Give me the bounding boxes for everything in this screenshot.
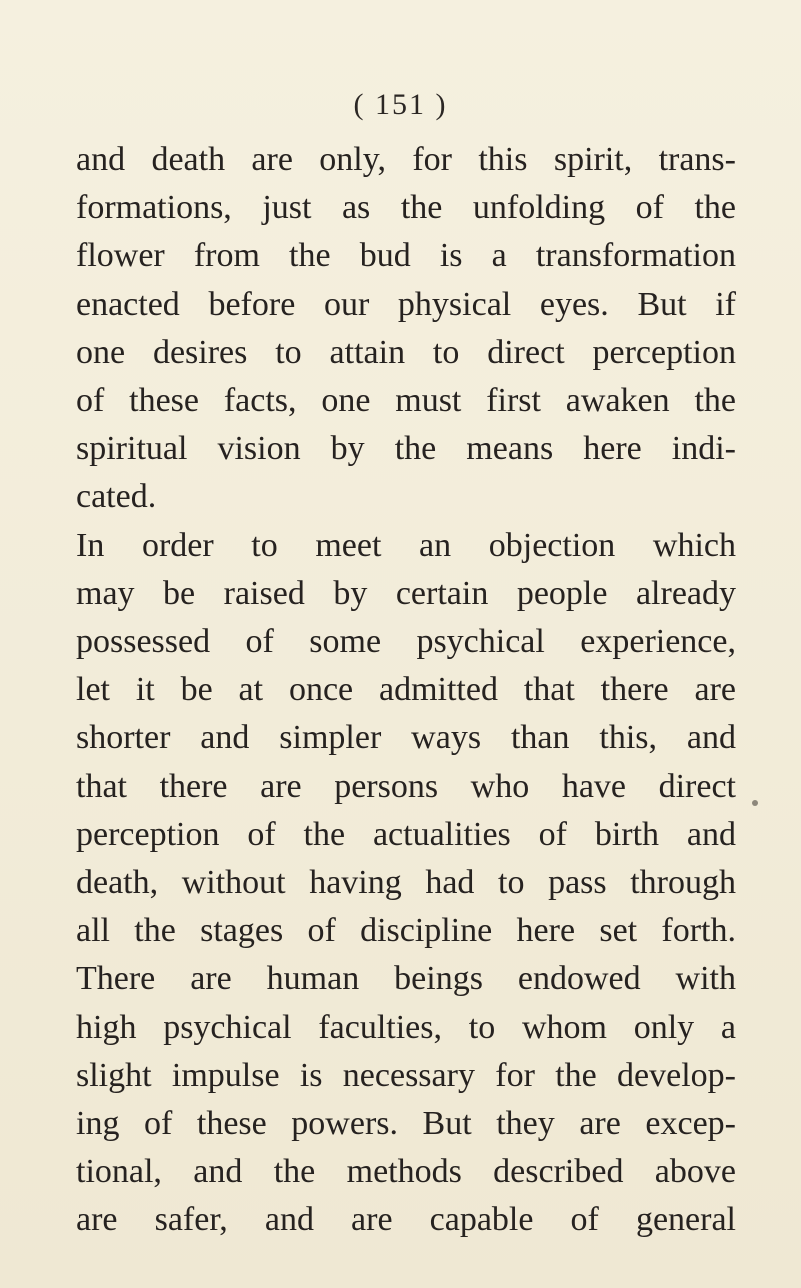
text-line: are safer, and are capable of general xyxy=(76,1201,736,1239)
text-line: ing of these powers. But they are excep- xyxy=(76,1105,736,1143)
text-line: tional, and the methods described above xyxy=(76,1153,736,1191)
text-line: perception of the actualities of birth and xyxy=(76,815,736,853)
text-line: shorter and simpler ways than this, and xyxy=(76,719,736,757)
text-line: possessed of some psychical experience, xyxy=(76,623,736,661)
text-line: spiritual vision by the means here indi- xyxy=(76,430,736,468)
text-line: one desires to attain to direct perception xyxy=(76,333,736,371)
text-line: that there are persons who have direct xyxy=(76,767,736,805)
text-line: death, without having had to pass through xyxy=(76,864,736,902)
page-number: ( 151 ) xyxy=(353,88,448,121)
text-line: formations, just as the unfolding of the xyxy=(76,189,736,227)
text-line: may be raised by certain people already xyxy=(76,574,736,612)
text-line: In order to meet an objection which xyxy=(76,526,736,564)
text-line: of these facts, one must first awaken the xyxy=(76,382,736,420)
text-line: let it be at once admitted that there are xyxy=(76,671,736,709)
text-line: cated. xyxy=(76,478,157,516)
body-text xyxy=(76,136,736,1245)
text-line: slight impulse is necessary for the develop- xyxy=(76,1056,736,1094)
text-line: all the stages of discipline here set forth. xyxy=(76,912,736,950)
text-line: There are human beings endowed with xyxy=(76,960,736,998)
text-line: high psychical faculties, to whom only a xyxy=(76,1008,736,1046)
text-line: flower from the bud is a transformation xyxy=(76,237,736,275)
text-line: and death are only, for this spirit, trans- xyxy=(76,141,736,178)
paper-speck xyxy=(752,800,758,806)
text-line: enacted before our physical eyes. But if xyxy=(76,285,736,323)
